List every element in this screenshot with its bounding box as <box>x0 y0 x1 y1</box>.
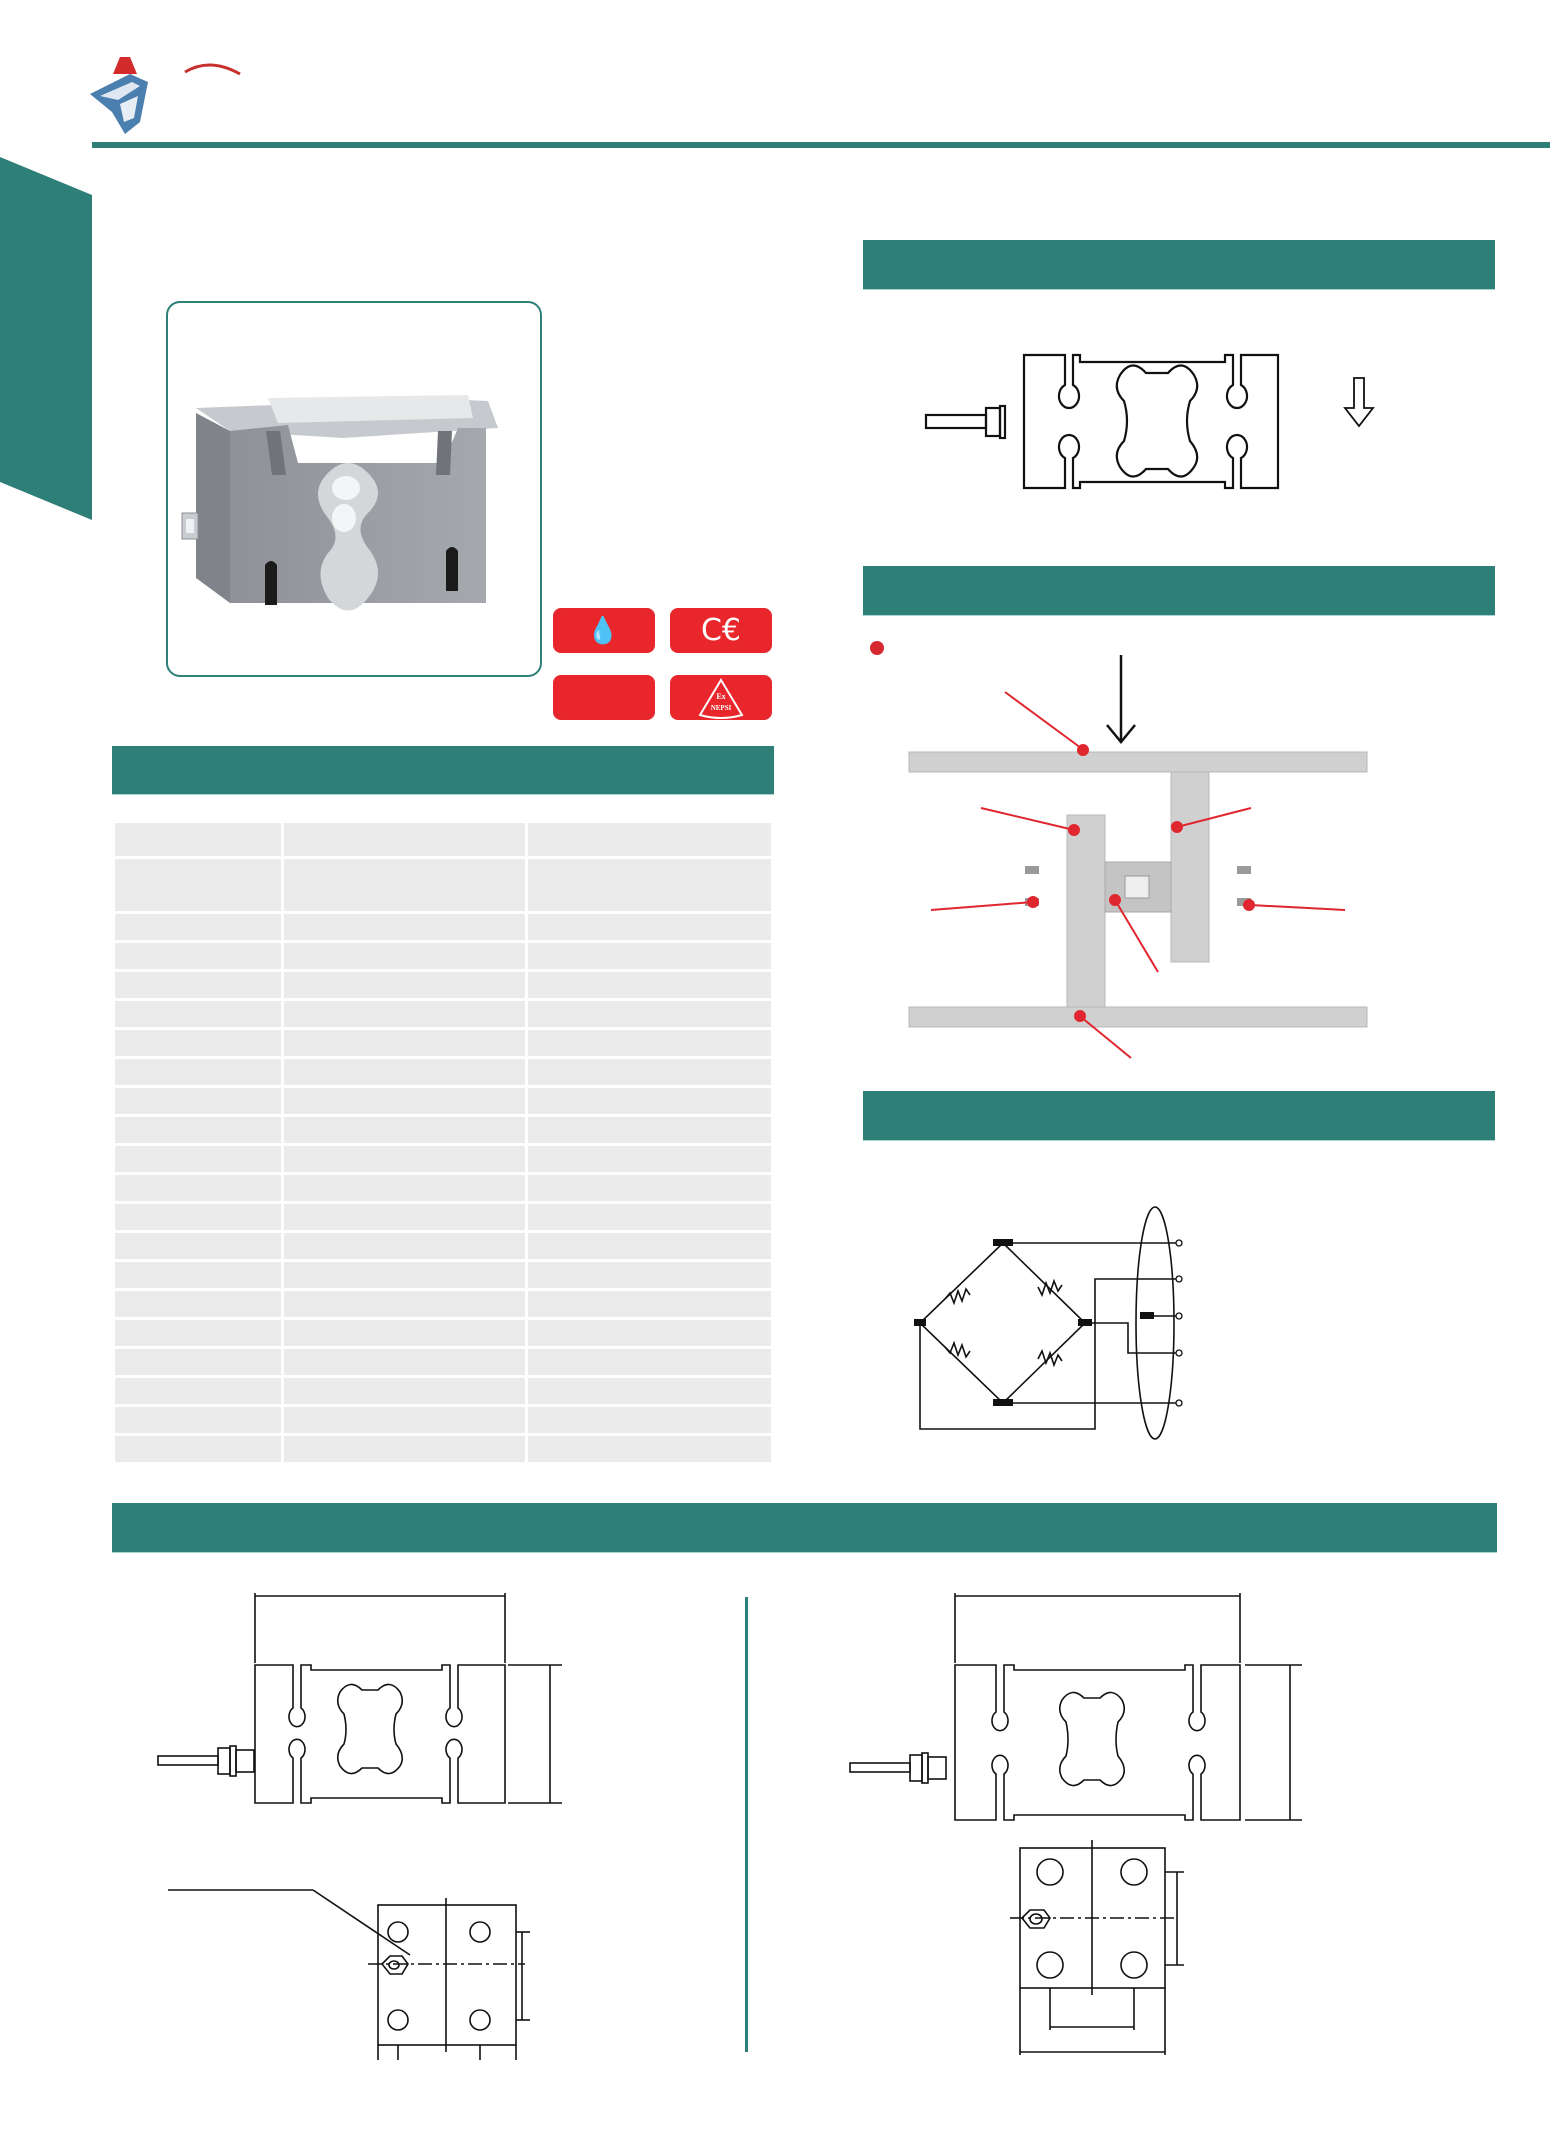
rohs-badge <box>553 675 655 720</box>
table-row <box>115 1320 771 1346</box>
param-value <box>528 1436 771 1462</box>
product-photo-frame <box>166 301 542 677</box>
param-value <box>528 1291 771 1317</box>
header-value <box>528 823 771 856</box>
side-category-tab <box>0 157 92 520</box>
specifications-table <box>112 820 774 1465</box>
table-row <box>115 1001 771 1027</box>
svg-text:Ex: Ex <box>716 691 726 701</box>
dimension-drawing-left <box>130 1560 690 2060</box>
table-row <box>115 972 771 998</box>
wire-exc-plus <box>1188 1302 1272 1339</box>
brand-logo <box>90 52 300 137</box>
param-cn <box>115 1088 281 1114</box>
param-cn <box>115 1146 281 1172</box>
table-row <box>115 1175 771 1201</box>
table-row <box>115 1030 771 1056</box>
table-row <box>115 1262 771 1288</box>
param-cn <box>115 1349 281 1375</box>
installation-diagram <box>863 640 1503 1100</box>
param-cn <box>115 1059 281 1085</box>
table-row <box>115 1088 771 1114</box>
side-tab-shape <box>0 157 92 520</box>
table-row <box>115 1378 771 1404</box>
ce-mark-icon: C€ <box>700 613 742 648</box>
table-row <box>115 1146 771 1172</box>
param-cn <box>115 1291 281 1317</box>
param-en <box>284 943 525 969</box>
param-value <box>528 1117 771 1143</box>
table-row <box>115 1233 771 1259</box>
param-en <box>284 1146 525 1172</box>
param-cn <box>115 1378 281 1404</box>
specifications-header <box>112 746 774 794</box>
table-row <box>115 1436 771 1462</box>
load-direction-diagram <box>920 330 1440 510</box>
param-en <box>284 1030 525 1056</box>
table-row <box>115 943 771 969</box>
param-en <box>284 1436 525 1462</box>
table-row <box>115 1349 771 1375</box>
param-value <box>528 1349 771 1375</box>
param-cn <box>115 943 281 969</box>
table-row <box>115 1204 771 1230</box>
param-en <box>284 1204 525 1230</box>
dimensions-divider <box>745 1597 748 2052</box>
param-cn <box>115 1117 281 1143</box>
param-cn <box>115 1320 281 1346</box>
param-value <box>528 1320 771 1346</box>
table-row <box>115 1059 771 1085</box>
param-en <box>284 1407 525 1433</box>
param-value <box>528 1407 771 1433</box>
param-cn <box>115 972 281 998</box>
header-param-cn <box>115 823 281 856</box>
param-cn <box>115 914 281 940</box>
param-en <box>284 1088 525 1114</box>
param-en <box>284 1378 525 1404</box>
table-header-row <box>115 823 771 856</box>
param-value <box>528 1146 771 1172</box>
svg-text:NEPSI: NEPSI <box>710 703 732 712</box>
param-en <box>284 972 525 998</box>
param-value <box>528 972 771 998</box>
param-value <box>528 1262 771 1288</box>
water-drop-icon: 💧 <box>586 615 620 645</box>
param-value <box>528 1204 771 1230</box>
param-cn <box>115 1262 281 1288</box>
ce-badge <box>670 608 772 653</box>
wire-sig-plus <box>1188 1412 1272 1449</box>
param-cn <box>115 1001 281 1027</box>
param-en <box>284 1117 525 1143</box>
param-en <box>284 1175 525 1201</box>
param-cn <box>115 859 281 911</box>
param-cn <box>115 1175 281 1201</box>
dimension-drawing-right <box>820 1560 1380 2080</box>
param-cn <box>115 1407 281 1433</box>
load-direction-header <box>863 240 1495 289</box>
param-en <box>284 859 525 911</box>
load-cell-photo <box>168 303 540 675</box>
wiring-header <box>863 1091 1495 1140</box>
param-value <box>528 1059 771 1085</box>
param-value <box>528 1378 771 1404</box>
param-value <box>528 943 771 969</box>
force-arrow-icon <box>1345 378 1373 426</box>
param-en <box>284 1001 525 1027</box>
param-value <box>528 1088 771 1114</box>
table-row <box>115 1407 771 1433</box>
param-en <box>284 1233 525 1259</box>
table-row <box>115 914 771 940</box>
param-value <box>528 1175 771 1201</box>
ip65-badge <box>553 608 655 653</box>
param-value <box>528 859 771 911</box>
installation-header <box>863 566 1495 615</box>
table-row <box>115 1291 771 1317</box>
param-cn <box>115 1030 281 1056</box>
param-value <box>528 914 771 940</box>
param-en <box>284 1291 525 1317</box>
ex-triangle-icon <box>696 677 746 719</box>
param-value <box>528 1030 771 1056</box>
header-param-en <box>284 823 525 856</box>
dimensions-header <box>112 1503 1497 1552</box>
param-en <box>284 1349 525 1375</box>
param-en <box>284 1059 525 1085</box>
table-row <box>115 1117 771 1143</box>
table-row <box>115 859 771 911</box>
param-cn <box>115 1204 281 1230</box>
param-value <box>528 1233 771 1259</box>
param-en <box>284 1320 525 1346</box>
header-divider <box>92 142 1550 148</box>
param-en <box>284 914 525 940</box>
wiring-diagram <box>900 1195 1210 1445</box>
param-value <box>528 1001 771 1027</box>
param-cn <box>115 1436 281 1462</box>
fibos-logo-icon <box>90 52 300 137</box>
param-cn <box>115 1233 281 1259</box>
ex-nepsi-badge <box>670 675 772 720</box>
param-en <box>284 1262 525 1288</box>
